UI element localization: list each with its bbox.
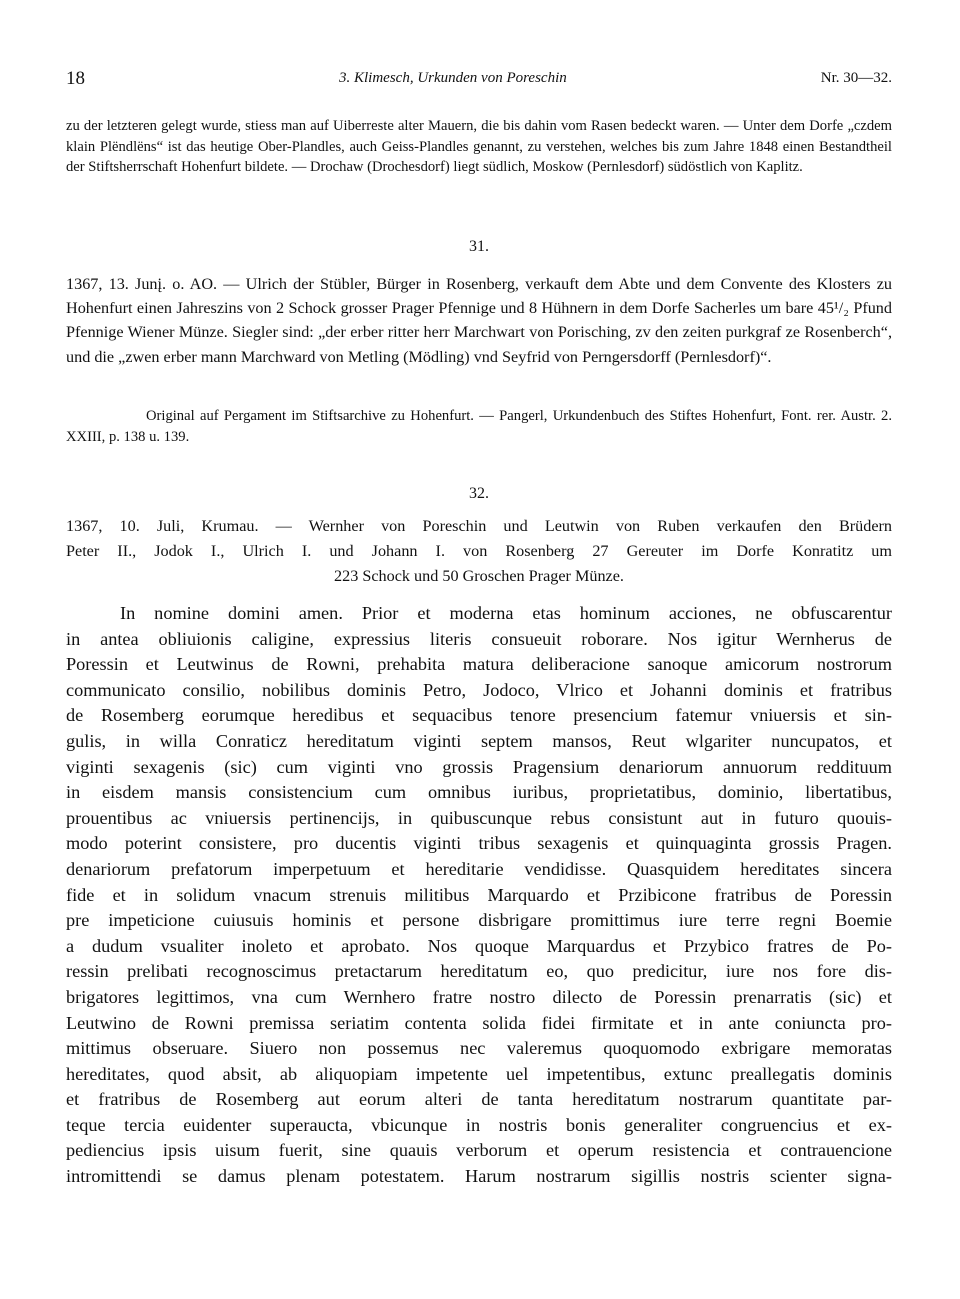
source-note-31 bbox=[66, 406, 892, 447]
charter-line: fide et in solidum vnacum strenuis militibus Marquardo et Przibicone fratribus de Poressin bbox=[66, 884, 892, 905]
document-number-31: 31. bbox=[469, 238, 489, 255]
charter-line: de Rosemberg eorumque heredibus et sequacibus tenore presencium fatemur vniuersis et sin- bbox=[66, 705, 892, 726]
source-note-text: Original auf Pergament im Stiftsarchive zu Hohenfurt. — Pangerl, Urkundenbuch des Stiftes Hohenfurt, Font. rer. Austr. 2. XXIII, p. 138 u. 139. bbox=[66, 408, 892, 445]
charter-line: mittimus obseruare. Siuero non possemus nec valeremus quoquomodo exbrigare memoratas bbox=[66, 1038, 892, 1059]
regest-32-line: 1367, 10. Juli, Krumau. — Wernher von Poreschin und Leutwin von Ruben verkaufen den Brüdern bbox=[66, 517, 892, 535]
charter-line: brigatores legittimos, vna cum Wernhero fratre nostro dilecto de Poressin prenarratis (sic) et bbox=[66, 986, 892, 1007]
document-number-32: 32. bbox=[469, 485, 489, 502]
charter-line: viginti sexagenis (sic) cum viginti vno grossis Pragensium denariorum annuorum reddituum bbox=[66, 756, 892, 777]
document-range: Nr. 30—32. bbox=[820, 70, 892, 86]
intro-paragraph: zu der letzteren gelegt wurde, stiess man auf Uiberreste alter Mauern, die bis dahin vom Rasen bedeckt waren. — Unter dem Dorfe „czdem klain Plëndlëns“ ist das heutige Ober-Plandles, auch Geiss-Plandles genannt, zu verstehen, welches bis zum Jahre 1848 einen Bestandtheil der Stiftsherrschaft Hohenfurt bildete. — Drochaw (Drochesdorf) liegt südlich, Moskow (Pernlesdorf) südöstlich von Kaplitz. bbox=[66, 118, 892, 176]
charter-line: pediencius ipsis uisum fuerit, sine quauis verborum et operum resistencia et contrauencione bbox=[66, 1140, 892, 1161]
regest-32-line: Peter II., Jodok I., Ulrich I. und Johann I. von Rosenberg 27 Gereuter im Dorfe Konratitz um bbox=[66, 542, 892, 560]
charter-line: communicato consilio, nobilibus dominis Petro, Jodoco, Vlrico et Johanni dominis et fratribus bbox=[66, 679, 892, 700]
charter-line: denariorum prefatorum imperpetuum et hereditarie vendidisse. Quasquidem hereditates sincera bbox=[66, 858, 892, 879]
regest-32 bbox=[66, 514, 892, 589]
charter-line: prouentibus ac vniuersis pertinencijs, in quibuscunque rebus consistunt aut in futuro quouis- bbox=[66, 807, 892, 828]
charter-line: et fratribus de Rosemberg aut eorum alteri de tanta hereditatum nostrarum quantitate par- bbox=[66, 1089, 892, 1110]
page-number: 18 bbox=[66, 68, 85, 89]
charter-text-32 bbox=[66, 601, 892, 1190]
charter-line: Leutwino de Rowni premissa seriatim contenta solida fidei firmitate et in ante coniuncta pro- bbox=[66, 1012, 892, 1033]
charter-line: In nomine domini amen. Prior et moderna etas hominum acciones, ne obfuscarentur bbox=[120, 603, 892, 623]
running-header bbox=[66, 68, 892, 92]
charter-line: a dudum vsualiter inoleto et aprobato. Nos quoque Marquardus et Przybico fratres de Po- bbox=[66, 935, 892, 956]
charter-line: hereditates, quod absit, ab aliquopiam impetente uel impetentibus, extunc preallegatis dominis bbox=[66, 1063, 892, 1084]
charter-line: ressin prelibati recognoscimus pretactarum hereditatum eo, quo predicitur, iure nos fore dis- bbox=[66, 961, 892, 982]
charter-line: modo poterint consistere, pro ducentis viginti tribus sexagenis et quinquaginta grossis Pragen. bbox=[66, 833, 892, 854]
charter-line: in antea obliuionis caligine, expressius literis consueuit roborare. Nos igitur Wernherus de bbox=[66, 628, 892, 649]
charter-line: pre impeticione cuiusuis hominis et persone disbrigare promittimus iure terre regni Boemie bbox=[66, 910, 892, 931]
regest-31: 1367, 13. Junį. o. AO. — Ulrich der Stübler, Bürger in Rosenberg, verkauft dem Abte und dem Convente des Klosters zu Hohenfurt einen Jahreszins von 2 Schock grosser Prager Pfennige und 8 Hühnern in dem Dorfe Sacherles um bare 45¹/₂ Pfund Pfennige Wiener Münze. Siegler sind: „der erber ritter herr Marchwart von Porisching, zv den zeiten purkgraf ze Rosenberch“, und die „zwen erber mann Marchward von Metling (Mödling) vnd Seyfrid von Perngersdorff (Pernlesdorf)“. bbox=[66, 275, 892, 366]
regest-32-last-line: 223 Schock und 50 Groschen Prager Münze. bbox=[334, 567, 624, 585]
charter-line: gulis, in willa Conraticz hereditatum viginti septem mansos, Reut wlgariter nuncupatos, et bbox=[66, 730, 892, 751]
charter-line: in eisdem mansis consistencium cum omnibus iuribus, proprietatibus, dominio, libertatibus, bbox=[66, 782, 892, 803]
running-title: 3. Klimesch, Urkunden von Poreschin bbox=[339, 70, 567, 86]
charter-line: Poressin et Leutwinus de Rowni, prehabita matura deliberacione sanoque amicorum nostrorum bbox=[66, 654, 892, 675]
charter-line: teque tercia euidenter superaucta, vbicunque in nostris bonis generaliter congruencius et ex- bbox=[66, 1114, 892, 1135]
charter-line: intromittendi se damus plenam potestatem. Harum nostrarum sigillis nostris scienter signa- bbox=[66, 1166, 892, 1187]
